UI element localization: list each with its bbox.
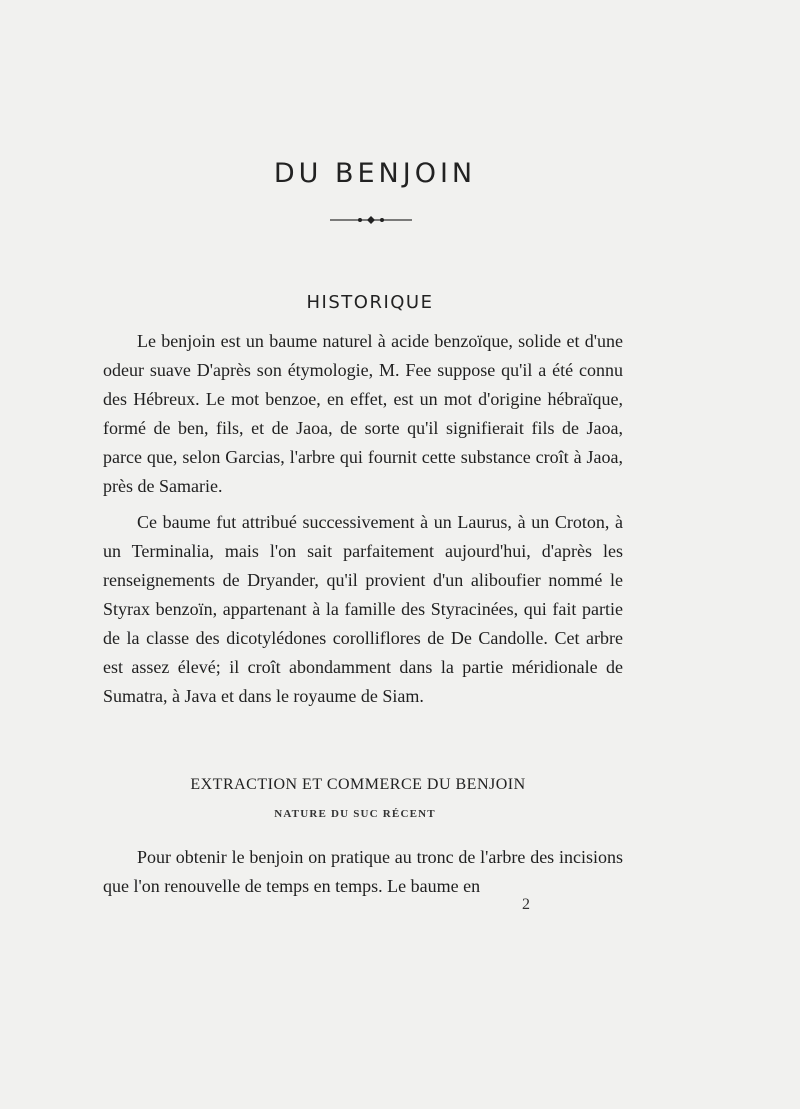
paragraph-3-text: Pour obtenir le benjoin on pratique au tronc de l'arbre des incisions que l'on renouvelle de temps en temps. Le baume en bbox=[103, 847, 623, 896]
page-number: 2 bbox=[522, 896, 530, 913]
paragraph-1-text: Le benjoin est un baume naturel à acide benzoïque, solide et d'une odeur suave D'après son étymologie, M. Fee suppose qu'il a été connu des Hébreux. Le mot benzoe, en effet, est un mot d'origine hébraïque, formé de ben, fils, et de Jaoa, de sorte qu'il signifierait fils de Jaoa, parce que, selon Garcias, l'arbre qui fournit cette substance croît à Jaoa, près de Samarie. bbox=[103, 331, 623, 496]
section-title: HISTORIQUE bbox=[306, 292, 434, 313]
paragraph-3 bbox=[103, 843, 623, 901]
ornament-divider bbox=[330, 214, 412, 226]
chapter-title: DU BENJOIN bbox=[273, 158, 477, 189]
subsection-subtitle: NATURE DU SUC RÉCENT bbox=[274, 808, 436, 820]
paragraph-2-text: Ce baume fut attribué successivement à un Laurus, à un Croton, à un Terminalia, mais l'on sait parfaitement aujourd'hui, d'après les renseignements de Dryander, qu'il provient d'un aliboufier nommé le Styrax benzoïn, appartenant à la famille des Styracinées, qui fait partie de la classe des dicotylédones corolliflores de De Candolle. Cet arbre est assez élevé; il croît abondamment dans la partie méridionale de Sumatra, à Java et dans le royaume de Siam. bbox=[103, 512, 623, 706]
paragraph-1 bbox=[103, 327, 623, 501]
subsection-title: EXTRACTION ET COMMERCE DU BENJOIN bbox=[190, 776, 526, 793]
paragraph-2 bbox=[103, 508, 623, 711]
